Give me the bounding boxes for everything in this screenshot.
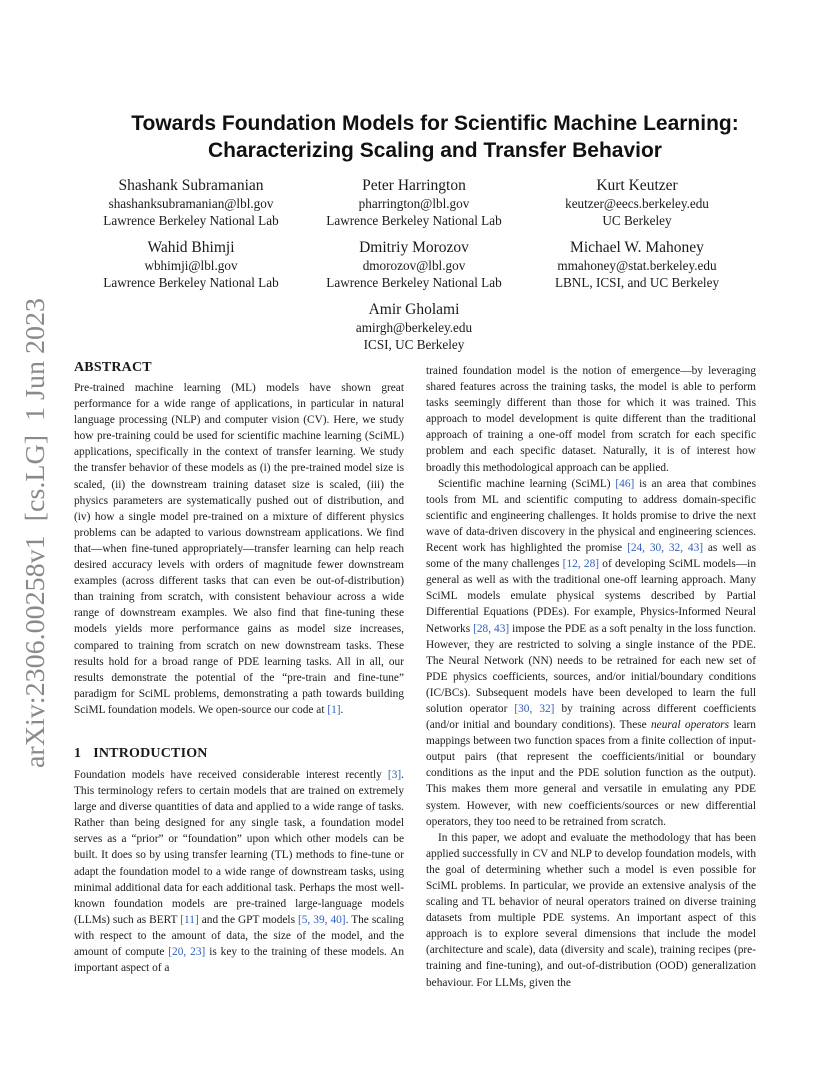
paragraph-text: of developing SciML models—in general as well as with the traditional one-off learning approach. Many SciML models emulate physical systems described by Partial Differential Equations (PDEs). For example, Physics-Informed Neural Networks	[426, 558, 756, 635]
citation-link[interactable]: [24, 30, 32, 43]	[627, 542, 704, 555]
intro-paragraph: trained foundation model is the notion of emergence—by leveraging shared features across the training tasks, the model is able to perform tasks seemingly different than those for which it was trained. This approach to model development is quite different than the traditional approach of training a one-off model from scratch for each specific problem and each specific dataset. Naturally, it is of interest how broadly this methodological approach can be applied.	[426, 365, 756, 474]
author-email: dmorozov@lbl.gov	[362, 258, 466, 273]
paragraph-text: is an area that combines tools from ML and scientific computing to address domain-specific scientific and engineering challenges. It holds promise to drive the next wave of data-driven discovery in the physical and engineering sciences. Recent work has highlighted the promise	[426, 477, 756, 555]
abstract-paragraph	[74, 380, 404, 718]
citation-link[interactable]: [11]	[180, 913, 199, 926]
author-affiliation: Lawrence Berkeley National Lab	[103, 274, 279, 290]
abstract-text-end: .	[340, 703, 344, 716]
intro-paragraph	[74, 767, 404, 976]
abstract-text: Pre-trained machine learning (ML) models have shown great performance for a wide range of applications, in particular in natural language processing (NLP) and computer vision (CV). Here, we study how pre-training could be used for scientific machine learning (SciML) applications, specifically in the context of transfer learning. We study the transfer behavior of these models as (i) the pre-trained model size is scaled, (ii) the downstream training dataset size is scaled, (iii) the physics parameters are systematically pushed out of distribution, and (iv) how a single model pre-trained on a mixture of different physics problems can be adapted to various downstream applications. We find that—when fine-tuned appropriately—transfer learning can help reach desired accuracy levels with orders of magnitude fewer downstream examples (across different tasks that can even be out-of-distribution) than training from scratch, with consistent behaviour across a wide range of downstream examples. We also find that fine-tuning these models yields more performance gains as model size increases, compared to training from scratch on new downstream tasks. These results hold for a broad range of PDE learning tasks. All in all, our results demonstrate the potential of the “pre-train and fine-tune” paradigm for SciML problems, demonstrating a path towards building SciML foundation models. We open-source our code at	[74, 382, 404, 716]
section-number: 1	[74, 746, 82, 761]
paragraph-text: . This terminology refers to certain models that are trained on extremely large and diverse quantities of data and applied to a wide range of tasks. Rather than being designed for any single task, a foundation model serves as a “prior” or “foundation” upon which other models can be built. It does so by using transfer learning (TL) methods to fine-tune or adapt the foundation model to a wide range of downstream tasks, using minimal additional data for each additional task. Perhaps the most well-known foundation models are pre-trained large-language models (LLMs) such as BERT	[74, 769, 404, 926]
author-email: mmahoney@stat.berkeley.edu	[557, 258, 717, 273]
paragraph-text: is key to the training of these models. An important aspect of a	[74, 946, 404, 975]
author-block	[294, 176, 534, 229]
author-affiliation: Lawrence Berkeley National Lab	[326, 212, 502, 228]
author-name: Peter Harrington	[362, 177, 466, 194]
introduction-left-column	[74, 767, 404, 976]
section-title: INTRODUCTION	[93, 746, 208, 761]
arxiv-stamp-text: arXiv:2306.00258v1 [cs.LG] 1 Jun 2023	[20, 315, 50, 768]
paragraph-text: as well as some of the many challenges	[426, 542, 756, 571]
author-email: shashanksubramanian@lbl.gov	[108, 196, 274, 211]
author-affiliation: LBNL, ICSI, and UC Berkeley	[554, 274, 720, 290]
citation-link[interactable]: [20, 23]	[168, 946, 206, 959]
citation-link[interactable]: [3]	[387, 769, 402, 781]
abstract-heading: ABSTRACT	[74, 360, 152, 375]
abstract-body	[74, 380, 404, 718]
author-email: amirgh@berkeley.edu	[355, 320, 473, 335]
author-name: Kurt Keutzer	[596, 177, 678, 194]
author-email: wbhimji@lbl.gov	[144, 258, 238, 273]
paragraph-text: learn mappings between two function spaces from a finite collection of input-output pairs (that represent the coefficients/initial or boundary conditions as the input and the PDE solution function as the output). This makes them more general and versatile in emulating any PDE system. However, with new coefficients/sources or new differential operators, they too need to be retrained from scratch.	[426, 719, 756, 828]
section-heading-introduction	[74, 746, 208, 762]
paragraph-text: Foundation models have received considerable interest recently	[74, 769, 388, 781]
author-name: Wahid Bhimji	[147, 239, 235, 256]
paragraph-text: and the GPT models	[198, 913, 298, 926]
author-affiliation: Lawrence Berkeley National Lab	[103, 212, 279, 228]
citation-link[interactable]: [5, 39, 40]	[297, 913, 346, 926]
author-email: pharrington@lbl.gov	[358, 196, 470, 211]
paragraph-text: impose the PDE as a soft penalty in the loss function. However, they are restricted to solving a single instance of the PDE. The Neural Network (NN) needs to be retrained for each new set of PDE physics coefficients, sources, and/or initial/boundary conditions (IC/BCs). Subsequent models have been developed to learn the full solution operator	[426, 622, 756, 715]
paper-title	[70, 110, 800, 164]
author-block	[517, 238, 757, 291]
citation-link[interactable]: [28, 43]	[473, 622, 510, 635]
title-line-2: Characterizing Scaling and Transfer Behavior	[208, 139, 662, 162]
author-block	[71, 238, 311, 291]
paragraph-text: Scientific machine learning (SciML)	[438, 477, 616, 490]
author-name: Michael W. Mahoney	[570, 239, 704, 256]
author-block	[71, 176, 311, 229]
author-affiliation: ICSI, UC Berkeley	[363, 336, 465, 352]
intro-paragraph: In this paper, we adopt and evaluate the methodology that has been applied successfully in CV and NLP to develop foundation models, with the goal of determining whether such a model is even possible for SciML problems. In particular, we provide an extensive analysis of the scaling and TL behavior of neural operators trained on diverse training datasets from multiple PDE systems. An important aspect of this approach is to explore several dimensions that include the model (architecture and scale), data (diversity and scale), training recipes (pre-training and fine-tuning), and out-of-distribution (OOD) generalization behaviour. For LLMs, given the	[426, 831, 756, 989]
paragraph-text: . The scaling with respect to the amount of data, the size of the model, and the amount of compute	[74, 913, 404, 959]
author-affiliation: Lawrence Berkeley National Lab	[326, 274, 502, 290]
author-block	[517, 176, 757, 229]
author-block	[294, 238, 534, 291]
author-block	[294, 300, 534, 353]
author-name: Shashank Subramanian	[118, 177, 264, 194]
arxiv-stamp	[2, 298, 60, 768]
citation-link[interactable]: [30, 32]	[514, 702, 555, 715]
author-affiliation: UC Berkeley	[602, 212, 672, 228]
citation-link[interactable]: [12, 28]	[562, 558, 600, 571]
paragraph-text: by training across different coefficients (and/or initial and boundary conditions). These	[426, 702, 756, 732]
author-name: Dmitriy Morozov	[359, 239, 469, 256]
author-name: Amir Gholami	[368, 301, 460, 318]
intro-paragraph	[426, 476, 756, 830]
title-line-1: Towards Foundation Models for Scientific Machine Learning:	[131, 112, 739, 135]
introduction-right-column	[426, 363, 756, 991]
citation-link[interactable]: [1]	[327, 703, 341, 716]
citation-link[interactable]: [46]	[615, 477, 635, 490]
emphasis-text: neural operators	[650, 719, 730, 732]
author-email: keutzer@eecs.berkeley.edu	[565, 196, 709, 211]
